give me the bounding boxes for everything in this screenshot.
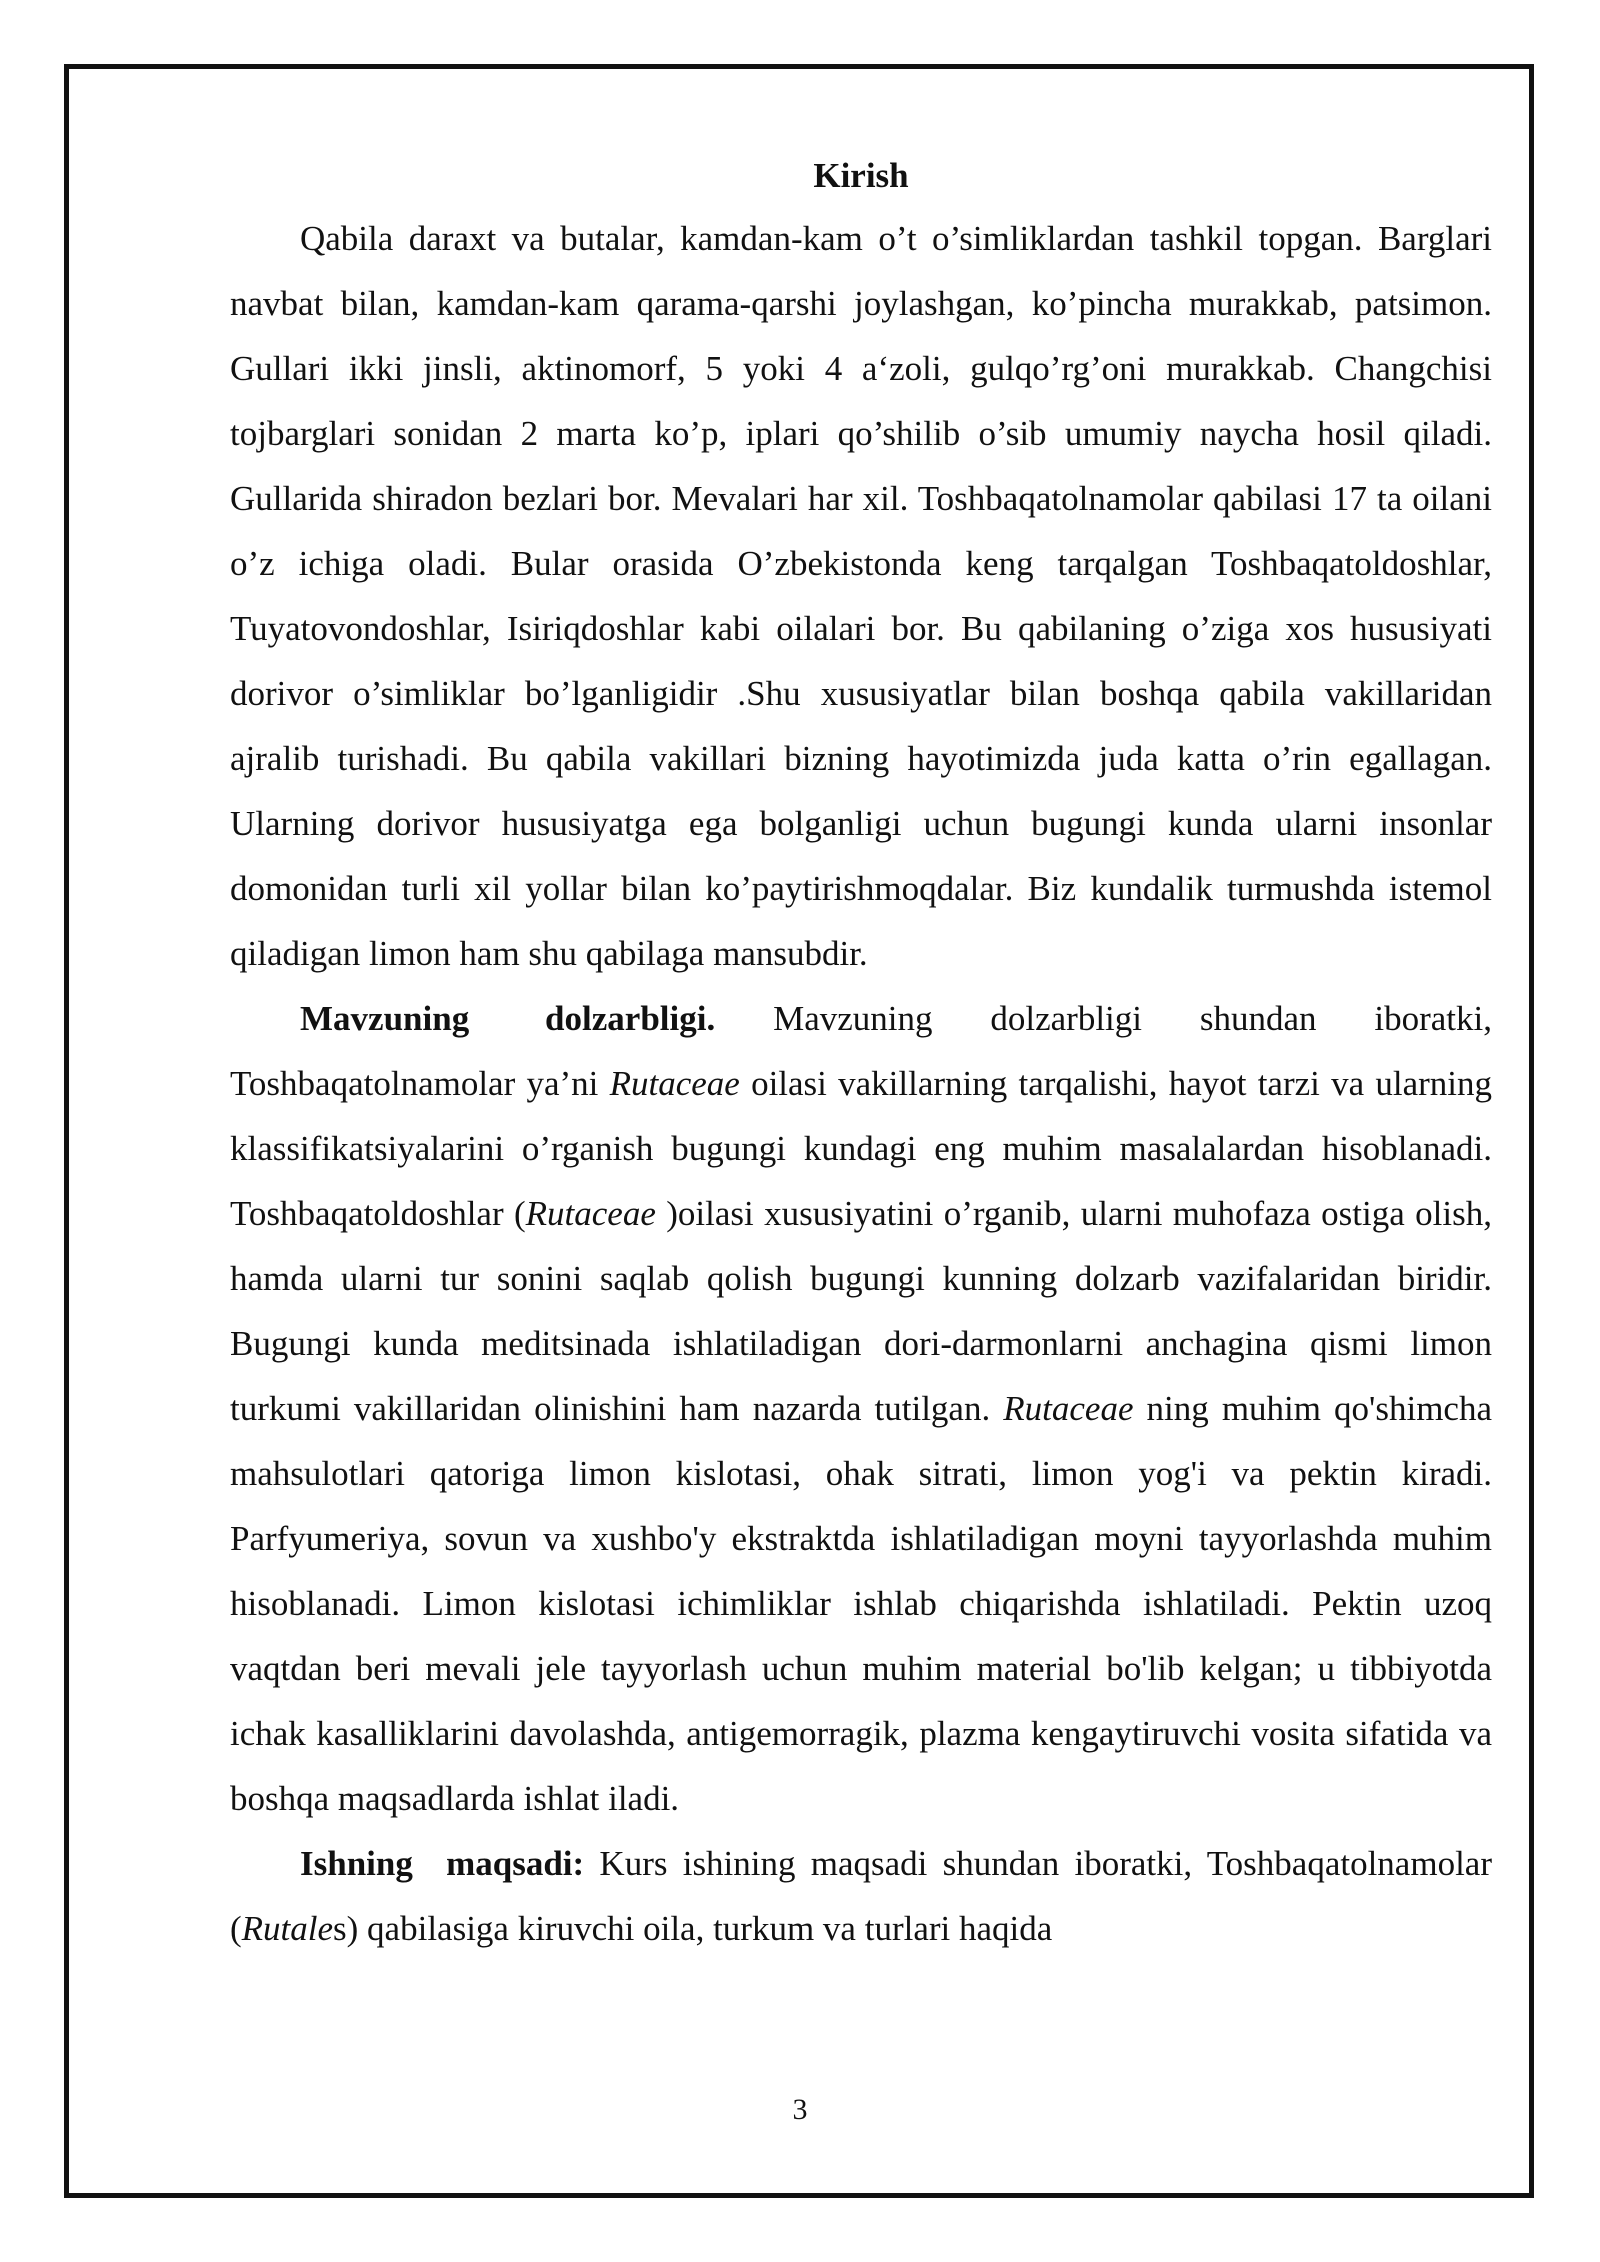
relevance-paragraph — [230, 986, 1492, 1831]
page-number: 3 — [792, 2093, 808, 2126]
relevance-lead: Mavzuning dolzarbligi. — [300, 999, 716, 1038]
goal-lead: Ishning maqsadi: — [300, 1844, 585, 1883]
taxon-rutaceae-3: Rutaceae — [1003, 1389, 1134, 1428]
goal-text-2: s) qabilasiga kiruvchi oila, turkum va turlari haqida — [333, 1909, 1053, 1948]
goal-paragraph — [230, 1831, 1492, 1961]
taxon-rutales: Rutale — [241, 1909, 334, 1948]
section-heading: Kirish — [813, 156, 909, 195]
taxon-rutaceae-2: Rutaceae — [525, 1194, 656, 1233]
goal-text-1: Kurs ishining maqsadi shundan iboratki, Toshbaqatolnamolar ( — [230, 1844, 1492, 1948]
relevance-text-4: ning muhim qo'shimcha mahsulotlari qatoriga limon kislotasi, ohak sitrati, limon yog'i va pektin kiradi. Parfyumeriya, sovun va xushbo'y ekstraktda ishlatiladigan moyni tayyorlashda muhim hisoblanadi. Limon kislotasi ichimliklar ishlab chiqarishda ishlatiladi. Pektin uzoq vaqtdan beri mevali jele tayyorlash uchun muhim material bo'lib kelgan; u tibbiyotda ichak kasalliklarini davolashda, antigemorragik, plazma kengaytiruvchi vosita sifatida va boshqa maqsadlarda ishlat iladi. — [230, 1389, 1492, 1818]
document-body — [230, 146, 1492, 1961]
relevance-text-2: oilasi vakillarning tarqalishi, hayot tarzi va ularning klassifikatsiyalarini o’rganish bugungi kundagi eng muhim masalalardan hisoblanadi. Toshbaqatoldoshlar ( — [230, 1064, 1492, 1233]
relevance-text-1: Mavzuning dolzarbligi shundan iboratki, Toshbaqatolnamolar ya’ni — [230, 999, 1492, 1103]
intro-paragraph: Qabila daraxt va butalar, kamdan-kam o’t o’simliklardan tashkil topgan. Barglari navbat bilan, kamdan-kam qarama-qarshi joylashgan, ko’pincha murakkab, patsimon. Gullari ikki jinsli, aktinomorf, 5 yoki 4 a‘zoli, gulqo’rg’oni murakkab. Changchisi tojbarglari sonidan 2 marta ko’p, iplari qo’shilib o’sib umumiy naycha hosil qiladi. Gullarida shiradon bezlari bor. Mevalari har xil. Toshbaqatolnamolar qabilasi 17 ta oilani o’z ichiga oladi. Bular orasida O’zbekistonda keng tarqalgan Toshbaqatoldoshlar, Tuyatovondoshlar, Isiriqdoshlar kabi oilalari bor. Bu qabilaning o’ziga xos hususiyati dorivor o’simliklar bo’lganligidir .Shu xususiyatlar bilan boshqa qabila vakillaridan ajralib turishadi. Bu qabila vakillari bizning hayotimizda juda katta o’rin egallagan. Ularning dorivor hususiyatga ega bolganligi uchun bugungi kunda ularni insonlar domonidan turli xil yollar bilan ko’paytirishmoqdalar. Biz kundalik turmushda istemol qiladigan limon ham shu qabilaga mansubdir. — [230, 219, 1492, 973]
relevance-text-3: )oilasi xususiyatini o’rganib, ularni muhofaza ostiga olish, hamda ularni tur sonini saqlab qolish bugungi kunning dolzarb vazifalaridan biridir. Bugungi kunda meditsinada ishlatiladigan dori-darmonlarni anchagina qismi limon turkumi vakillaridan olinishini ham nazarda tutilgan. — [230, 1194, 1492, 1428]
taxon-rutaceae-1: Rutaceae — [609, 1064, 740, 1103]
